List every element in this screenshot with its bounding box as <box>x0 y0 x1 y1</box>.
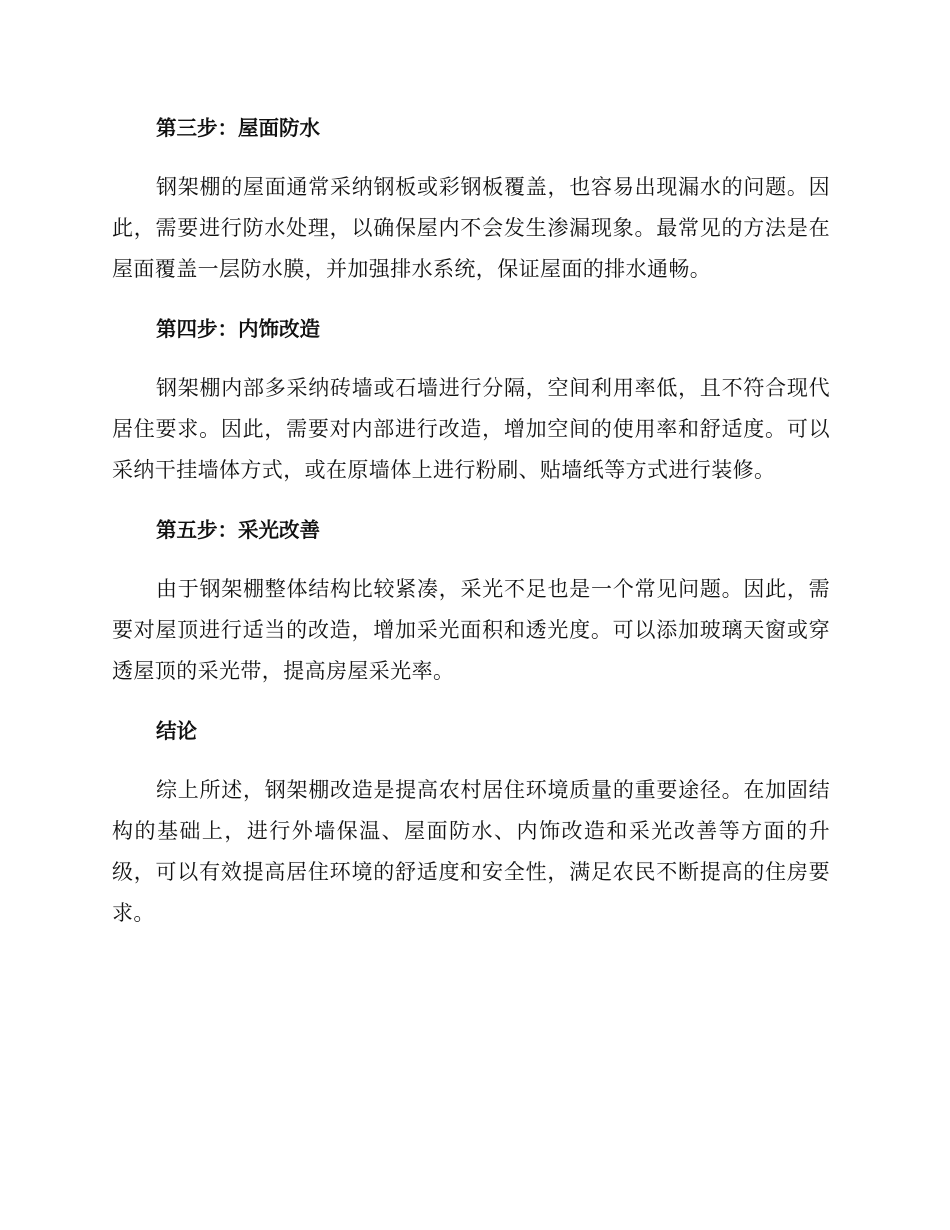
section-paragraph-interior-renovation: 钢架棚内部多采纳砖墙或石墙进行分隔，空间利用率低，且不符合现代居住要求。因此，需要对内部进行改造，增加空间的使用率和舒适度。可以采纳干挂墙体方式，或在原墙体上进行粉刷、贴墙纸等方式进行装修。 <box>112 376 830 482</box>
section-heading-lighting-improvement: 第五步：采光改善 <box>156 518 320 542</box>
section-heading-roof-waterproofing: 第三步：屋面防水 <box>156 116 320 140</box>
section-paragraph-roof-waterproofing: 钢架棚的屋面通常采纳钢板或彩钢板覆盖，也容易出现漏水的问题。因此，需要进行防水处理，以确保屋内不会发生渗漏现象。最常见的方法是在屋面覆盖一层防水膜，并加强排水系统，保证屋面的排水通畅。 <box>112 175 830 281</box>
section-paragraph-lighting-improvement: 由于钢架棚整体结构比较紧凑，采光不足也是一个常见问题。因此，需要对屋顶进行适当的改造，增加采光面积和透光度。可以添加玻璃天窗或穿透屋顶的采光带，提高房屋采光率。 <box>112 577 830 683</box>
section-paragraph-conclusion: 综上所述，钢架棚改造是提高农村居住环境质量的重要途径。在加固结构的基础上，进行外墙保温、屋面防水、内饰改造和采光改善等方面的升级，可以有效提高居住环境的舒适度和安全性，满足农民不断提高的住房要求。 <box>112 778 830 925</box>
section-heading-interior-renovation: 第四步：内饰改造 <box>156 317 320 341</box>
section-heading-conclusion: 结论 <box>156 719 197 743</box>
document-content <box>112 108 830 953</box>
